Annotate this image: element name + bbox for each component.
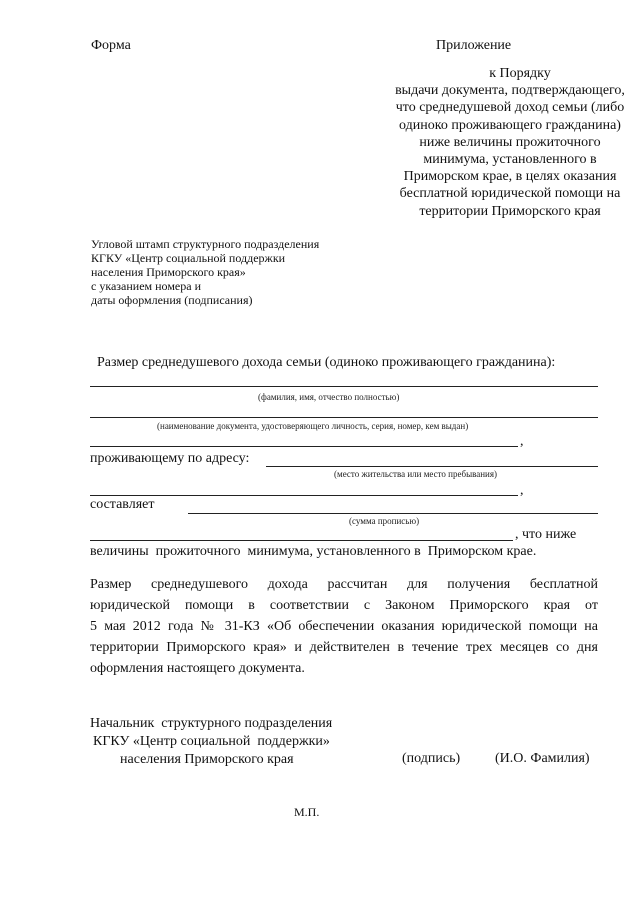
stamp-line: даты оформления (подписания) [91, 293, 253, 307]
position-line: Начальник структурного подразделения [90, 716, 333, 731]
appendix-line: одиноко проживающего гражданина) [399, 117, 621, 133]
document-continued-line[interactable] [90, 446, 518, 447]
form-heading: Размер среднедушевого дохода семьи (одиноко проживающего гражданина): [97, 355, 556, 370]
address-caption: (место жительства или место пребывания) [334, 469, 498, 479]
fio-field-line[interactable] [90, 386, 598, 387]
appendix-line: ниже величины прожиточного [419, 134, 601, 150]
stamp-line: населения Приморского края» [91, 265, 246, 279]
position-line: КГКУ «Центр социальной поддержки» [93, 734, 330, 749]
position-line: населения Приморского края [120, 752, 294, 767]
paragraph-line: территории Приморского края» и действителен в течение трех месяцев со дня [90, 640, 598, 655]
comma-mark: , [520, 434, 524, 449]
appendix-line: выдачи документа, подтверждающего, [395, 83, 625, 99]
seal-label: М.П. [294, 805, 320, 819]
amount-continued-line[interactable] [90, 540, 513, 541]
appendix-block [340, 65, 640, 220]
appendix-line: минимума, установленного в [423, 152, 597, 168]
amount-field-line[interactable] [188, 513, 598, 514]
address-field-line[interactable] [266, 466, 598, 467]
appendix-line: что среднедушевой доход семьи (либо [395, 100, 625, 116]
paragraph-line: оформления настоящего документа. [90, 661, 305, 676]
document-caption: (наименование документа, удостоверяющего личность, серия, номер, кем выдан) [157, 421, 469, 431]
amount-label: составляет [90, 497, 155, 512]
paragraph-line: 5 мая 2012 года № 31-КЗ «Об обеспечении оказания юридической помощи на [90, 619, 598, 634]
appendix-line: бесплатной юридической помощи на [399, 186, 621, 202]
amount-caption: (сумма прописью) [349, 516, 420, 526]
stamp-line: Угловой штамп структурного подразделения [91, 237, 320, 251]
appendix-line: Приморском крае, в целях оказания [403, 169, 617, 185]
appendix-line: к Порядку [489, 66, 551, 81]
signatory-position [90, 715, 332, 769]
address-label: проживающему по адресу: [90, 451, 250, 466]
document-field-line[interactable] [90, 417, 598, 418]
stamp-line: с указанием номера и [91, 279, 201, 293]
paragraph-line: юридической помощи в соответствии с Законом Приморского края от [90, 598, 598, 613]
appendix-title: Приложение [436, 38, 512, 53]
comma-mark: , [520, 483, 524, 498]
form-label: Форма [91, 38, 131, 53]
stamp-line: КГКУ «Центр социальной поддержки [91, 251, 286, 265]
minimum-statement: величины прожиточного минимума, установленного в Приморском крае. [90, 544, 537, 559]
corner-stamp-block [91, 237, 319, 307]
below-minimum-suffix: , что ниже [515, 527, 577, 542]
paragraph-line: Размер среднедушевого дохода рассчитан для получения бесплатной [90, 577, 598, 592]
fio-caption: (фамилия, имя, отчество полностью) [258, 392, 400, 402]
address-continued-line[interactable] [90, 495, 518, 496]
appendix-line: территории Приморского края [419, 203, 601, 219]
signature-label: (подпись) [402, 751, 461, 766]
name-label: (И.О. Фамилия) [495, 751, 590, 766]
